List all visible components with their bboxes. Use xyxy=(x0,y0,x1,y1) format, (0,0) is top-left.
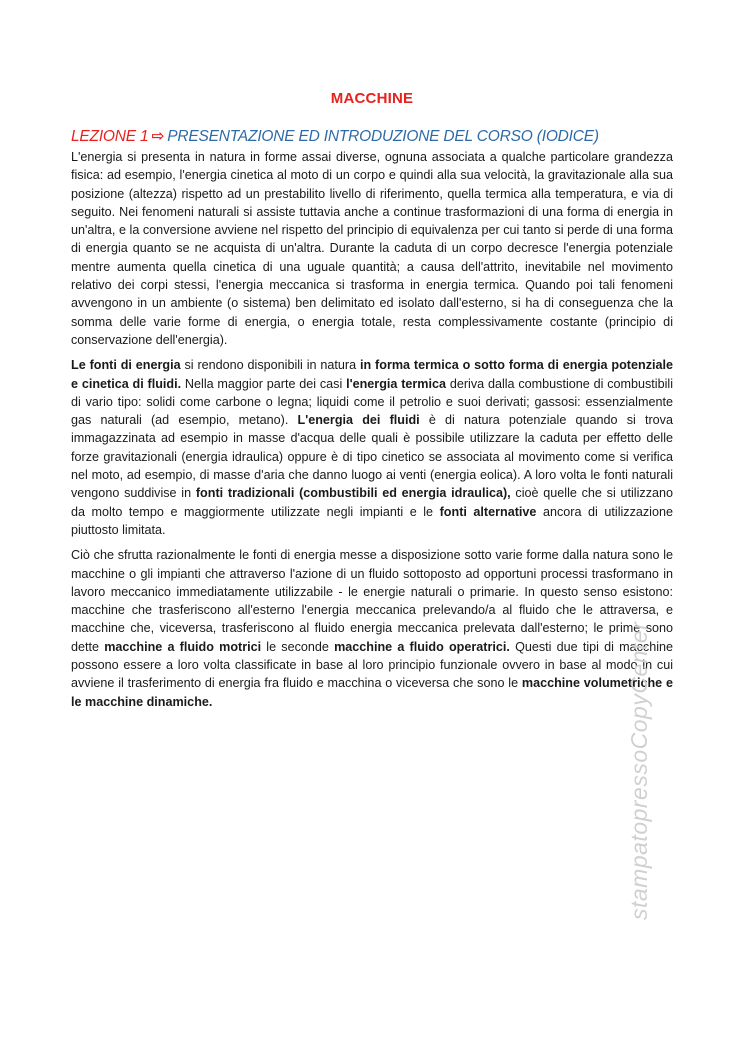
bold-text-run: Le fonti di energia xyxy=(71,358,181,373)
bold-text-run: macchine a fluido motrici xyxy=(104,639,262,654)
text-run: Questi due tipi di macchine possono essere a loro volta classificate in base al loro principio funzionale ovvero in base al modo in cui avviene il trasferimento di energia fra fluido e macchina o viceversa che sono le xyxy=(71,639,674,691)
text-run: deriva dalla combustione di combustibili di vario tipo: solidi come carbone o legna; liquidi come il petrolio e suoi derivati; gassosi: essenzialmente gas naturali (ad esempio, metano). xyxy=(71,376,673,428)
lesson-title: PRESENTAZIONE ED INTRODUZIONE DEL CORSO (IODICE) xyxy=(167,128,599,145)
text-run: Ciò che sfrutta razionalmente le fonti di energia messe a disposizione sotto varie forme dalla natura sono le macchine o gli impianti che attraverso l'azione di un fluido sottoposto ad opportuni processi trasformano in lavoro meccanico immediatamente utilizzabile - le energie naturali o primarie. In questo senso esistono: macchine che trasferiscono all'esterno l'energia meccanica prelevando/a al fluido che le attraversa, e macchine che, viceversa, trasferiscono al fluido energia meccanica prelevata dall'esterno; le prime sono dette xyxy=(71,548,673,654)
text-run: Nella maggior parte dei casi xyxy=(181,376,347,391)
text-run: le seconde xyxy=(261,639,335,654)
watermark: stampatopressoCopyCenter xyxy=(626,621,652,920)
text-run: cioè quelle che si utilizzano da molto tempo e maggiormente utilizzate negli impianti e le xyxy=(71,486,673,519)
text-run: è di natura potenziale quando si trova immagazzinata ad esempio in masse d'acqua delle quali è possibile utilizzare la caduta per effetto delle forze gravitazionali (energia idraulica) oppure è di tipo cinetico se associata al movimento come si verifica nel moto, ad esempio, di masse d'aria che danno luogo ai venti (energia eolica). A loro volta le fonti naturali vengono suddivise in xyxy=(71,413,673,501)
bold-text-run: fonti tradizionali (combustibili ed energia idraulica), xyxy=(195,486,511,501)
text-run: L'energia si presenta in natura in forme assai diverse, ognuna associata a qualche particolare grandezza fisica: ad esempio, l'energia cinetica al moto di un corpo e quindi alla sua velocità, la gravitazionale alla sua posizione (altezza) rispetto ad un prestabilito livello di riferimento, quella termica alla temperatura, e via di seguito. Nei fenomeni naturali si assiste tuttavia anche a continue trasformazioni di una forma di energia in un'altra, e la conversione avviene nel rispetto del principio di equivalenza per cui tanto si perde di una forma di energia quanto se ne acquista di un'altra. Durante la caduta di un corpo decresce l'energia potenziale mentre aumenta quella cinetica di una uguale quantità; a causa dell'attrito, inevitabile nel movimento relativo dei corpi stessi, l'energia meccanica si trasforma in energia termica. Quando poi tali fenomeni avvengono in un ambiente (o sistema) ben delimitato ed isolato dall'esterno, si ha di conseguenza che la somma delle varie forme di energia, o energia totale, resta complessivamente costante (principio di conservazione dell'energia). xyxy=(71,150,673,347)
text-run: si rendono disponibili in natura xyxy=(180,358,360,373)
bold-text-run: l'energia termica xyxy=(346,376,447,391)
bold-text-run: L'energia dei fluidi xyxy=(297,413,420,428)
paragraph-machines xyxy=(71,546,673,711)
paragraph-energy-sources xyxy=(71,356,673,539)
text-run: ancora di utilizzazione piuttosto limitata. xyxy=(71,504,673,537)
lesson-heading xyxy=(71,127,671,146)
lesson-label: LEZIONE 1 xyxy=(71,128,149,145)
bold-text-run: macchine a fluido operatrici. xyxy=(334,639,510,654)
paragraph-energy-forms xyxy=(71,148,673,349)
bold-text-run: in forma termica o sotto forma di energia potenziale e cinetica di fluidi. xyxy=(71,358,673,391)
right-arrow-icon: ⇨ xyxy=(151,128,165,145)
bold-text-run: macchine volumetriche e le macchine dinamiche. xyxy=(71,676,673,709)
document-title: MACCHINE xyxy=(330,90,414,107)
document-body xyxy=(71,148,673,718)
bold-text-run: fonti alternative xyxy=(439,504,537,519)
